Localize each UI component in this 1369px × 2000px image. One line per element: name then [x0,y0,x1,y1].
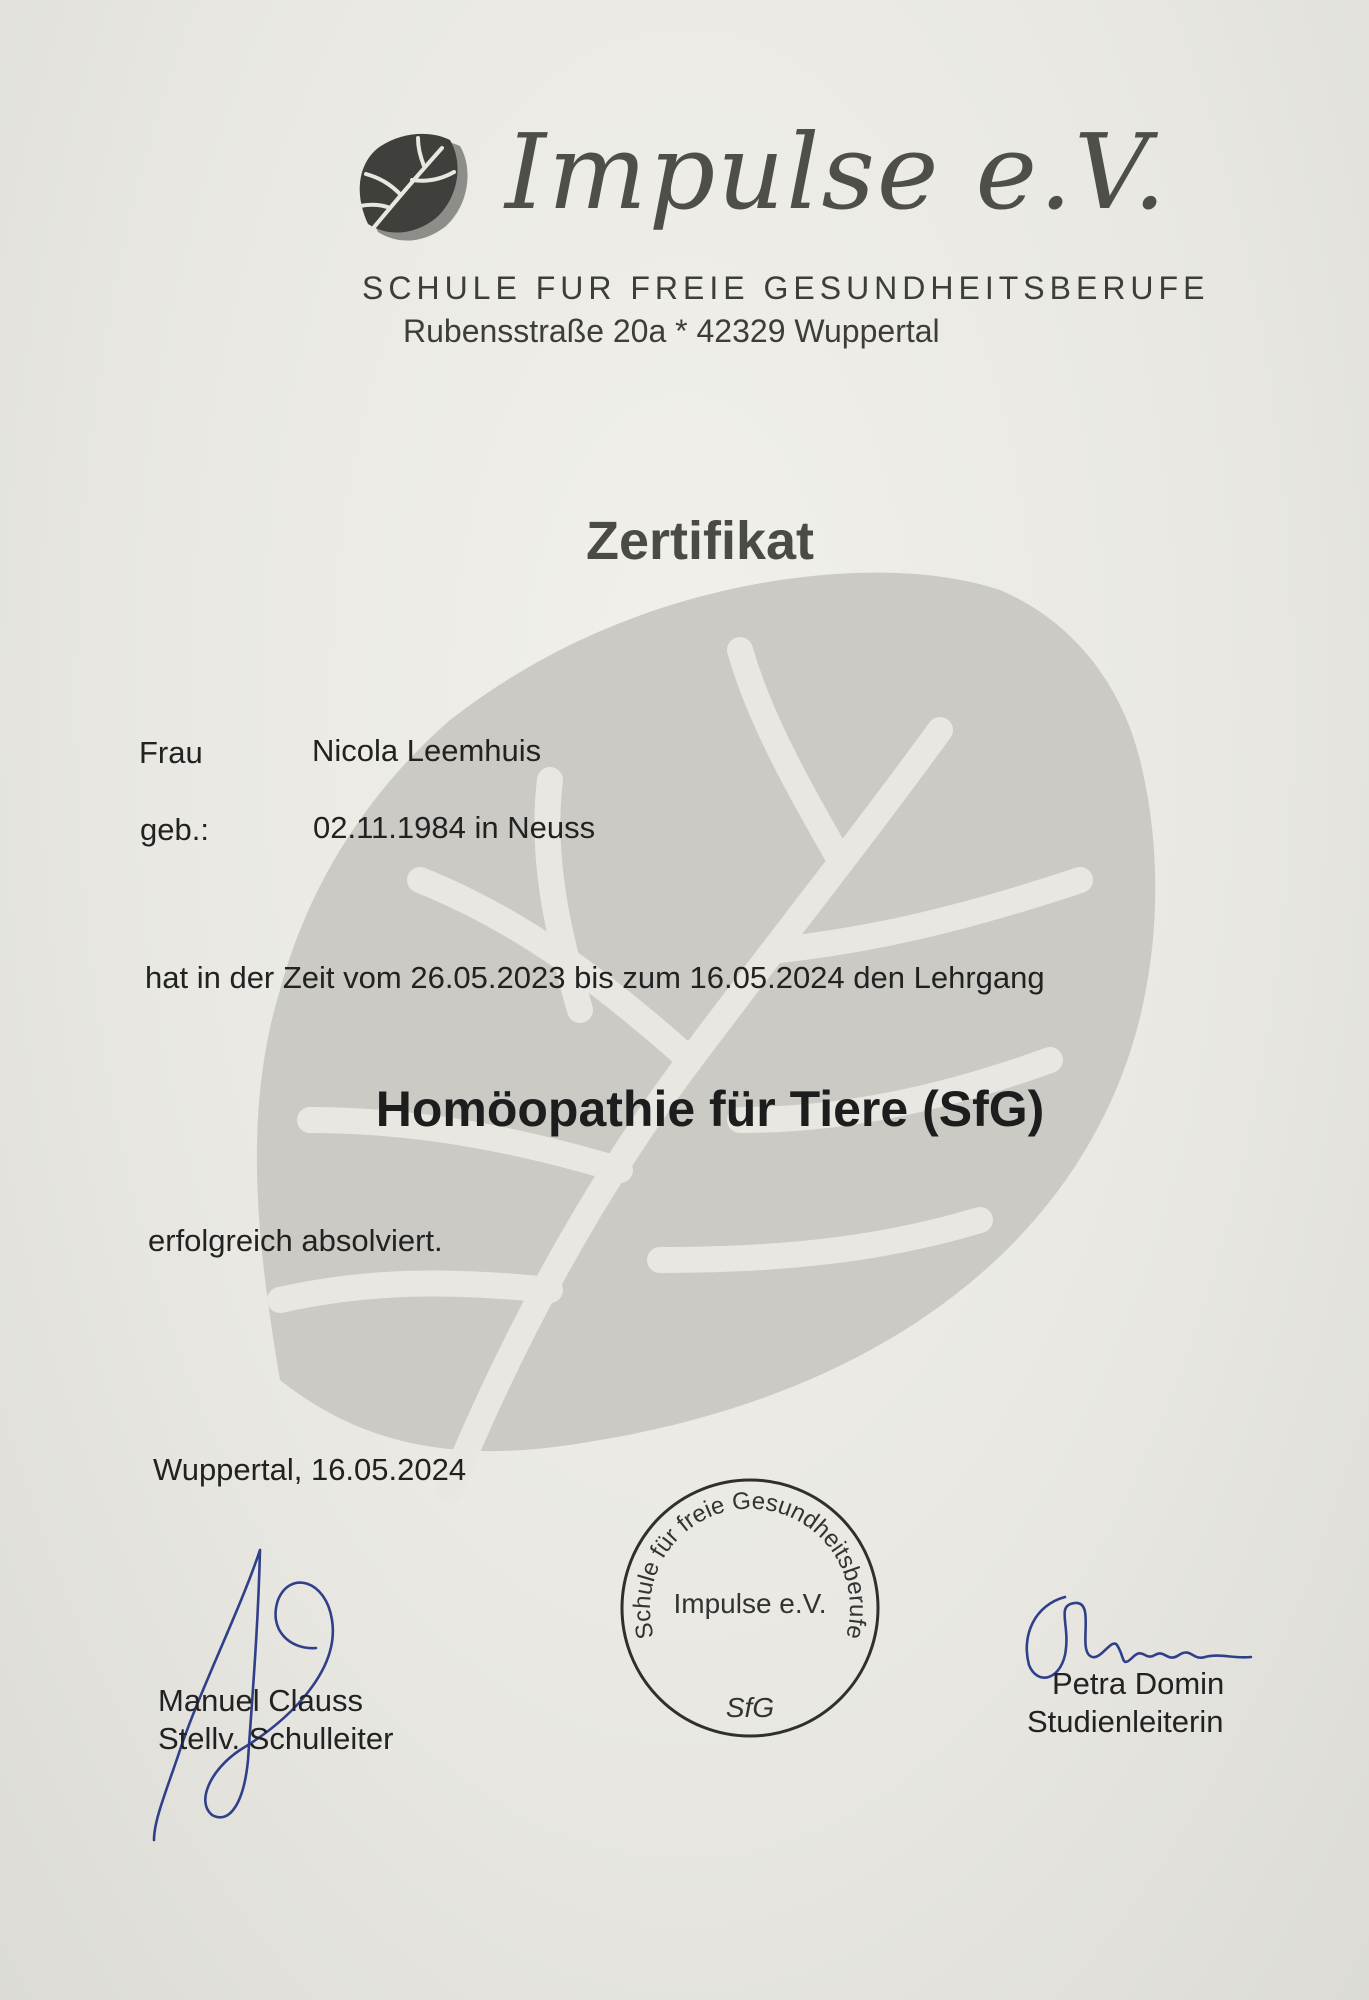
seal-center-text: Impulse e.V. [673,1588,827,1619]
success-text: erfolgreich absolviert. [148,1223,443,1258]
signatory-right-role: Studienleiterin [1027,1704,1224,1739]
birth-label: geb.: [140,812,209,847]
school-name: SCHULE FUR FREIE GESUNDHEITSBERUFE [362,270,1210,306]
seal-bottom-text: SfG [725,1692,775,1723]
signatory-left-name: Manuel Clauss [158,1683,364,1718]
leaf-watermark-icon [220,560,1180,1510]
brand-name: Impulse e.V. [505,111,1169,233]
signatory-right-name: Petra Domin [1052,1666,1225,1701]
recipient-name: Nicola Leemhuis [312,733,542,768]
course-title: Homöopathie für Tiere (SfG) [375,1081,1045,1137]
signatory-left-role: Stellv. Schulleiter [158,1721,394,1756]
period-text: hat in der Zeit vom 26.05.2023 bis zum 16.05.2024 den Lehrgang [145,960,1045,995]
certificate-title: Zertifikat [585,511,815,571]
school-address: Rubensstraße 20a * 42329 Wuppertal [403,313,940,349]
salutation-label: Frau [139,735,203,770]
birth-value: 02.11.1984 in Neuss [313,810,596,845]
seal-ring-text: Schule für freie Gesundheitsberufe [628,1487,872,1642]
place-date: Wuppertal, 16.05.2024 [153,1452,467,1487]
leaf-icon [350,128,470,248]
